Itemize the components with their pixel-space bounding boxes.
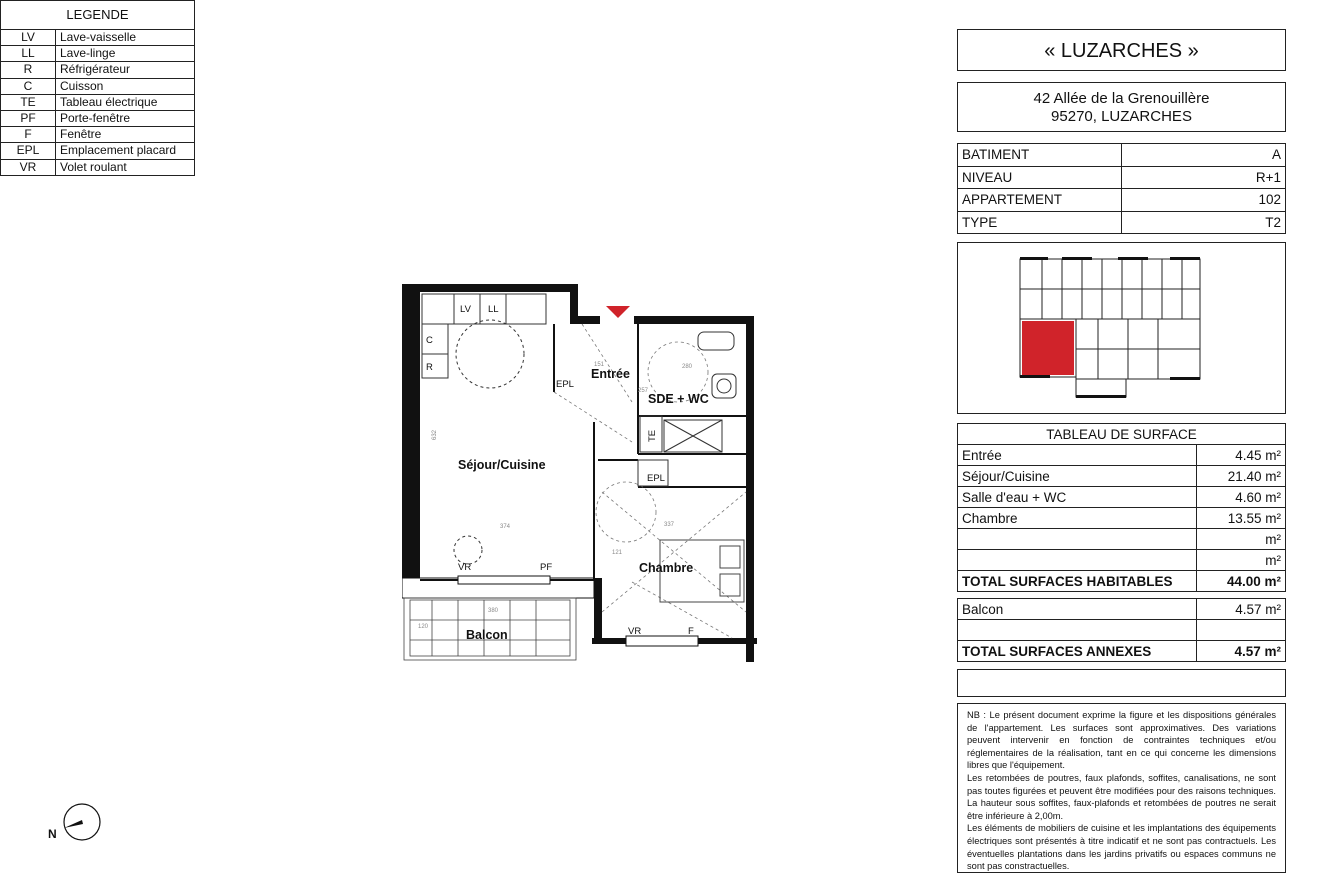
code-te: TE xyxy=(647,429,658,442)
legend-title: LEGENDE xyxy=(1,1,194,30)
code-r: R xyxy=(426,362,433,373)
legend-row xyxy=(1,62,194,78)
legend-row xyxy=(1,46,194,62)
surface-value: m² xyxy=(1197,529,1286,550)
legend-label: Porte-fenêtre xyxy=(56,110,195,126)
note-paragraph: Les éléments de mobiliers de cuisine et les implantations des équipements électriques sont présentés à titre indicatif et ne sont pas contractuels. Les éventuelles plantations dans les jardins privatifs ou espaces communs ne sont pas constractuelles. xyxy=(967,823,1276,872)
dim-chambre-depth: 121 xyxy=(612,550,623,556)
bathroom-fixtures xyxy=(638,332,736,486)
surface-label xyxy=(958,550,1197,571)
legend-code: LL xyxy=(1,46,56,62)
annex-total-row xyxy=(958,641,1286,662)
total-habitable-label: TOTAL SURFACES HABITABLES xyxy=(958,571,1197,592)
address-line-2: 95270, LUZARCHES xyxy=(1051,108,1192,125)
annex-label: Balcon xyxy=(958,599,1197,620)
surface-row xyxy=(958,550,1286,571)
legend-row xyxy=(1,110,194,126)
room-sejour-label: Séjour/Cuisine xyxy=(458,458,546,472)
disclaimer-note xyxy=(957,703,1286,873)
annex-row xyxy=(958,599,1286,620)
dim-entree-a: 151 xyxy=(594,362,605,368)
legend-label: Fenêtre xyxy=(56,127,195,143)
note-paragraph: Les retombées de poutres, faux plafonds, soffites, canalisations, ne sont pas toutes figurées et peuvent être modifiées pour des raisons techniques. La hauteur sous soffites, faux-plafonds et retombées de poutres ne serait être inférieure à 2,00m. xyxy=(967,772,1276,821)
code-pf: PF xyxy=(540,562,553,573)
surface-label: Salle d'eau + WC xyxy=(958,487,1197,508)
surface-row xyxy=(958,487,1286,508)
legend-row xyxy=(1,30,194,46)
legend-code: LV xyxy=(1,30,56,46)
surface-title: TABLEAU DE SURFACE xyxy=(958,424,1286,445)
dim-balcon-width: 380 xyxy=(488,608,499,614)
legend-row xyxy=(1,78,194,94)
surface-label xyxy=(958,529,1197,550)
legend-code: F xyxy=(1,127,56,143)
dim-balcon-height: 120 xyxy=(418,624,429,630)
legend-code: EPL xyxy=(1,143,56,159)
apartment-highlight xyxy=(1022,321,1074,375)
legend-label: Emplacement placard xyxy=(56,143,195,159)
surface-total-row xyxy=(958,571,1286,592)
info-value: T2 xyxy=(1122,211,1286,234)
surface-header-row xyxy=(958,424,1286,445)
legend-code: R xyxy=(1,62,56,78)
dim-sde-width: 280 xyxy=(682,364,693,370)
code-lv: LV xyxy=(460,304,471,315)
total-annex-label: TOTAL SURFACES ANNEXES xyxy=(958,641,1197,662)
north-arrow-icon xyxy=(64,820,83,828)
info-value: 102 xyxy=(1122,189,1286,212)
info-label: TYPE xyxy=(958,211,1122,234)
surface-row xyxy=(958,445,1286,466)
legend-items xyxy=(1,30,194,175)
key-plan-box xyxy=(957,242,1286,414)
annex-value: 4.57 m² xyxy=(1197,599,1286,620)
surface-value: m² xyxy=(1197,550,1286,571)
surface-row xyxy=(958,529,1286,550)
code-vr-chambre: VR xyxy=(628,626,642,637)
info-label: NIVEAU xyxy=(958,166,1122,189)
surface-value: 4.60 m² xyxy=(1197,487,1286,508)
room-chambre-label: Chambre xyxy=(639,561,694,575)
info-row xyxy=(958,166,1286,189)
surface-label: Chambre xyxy=(958,508,1197,529)
info-value: R+1 xyxy=(1122,166,1286,189)
code-vr-sejour: VR xyxy=(458,562,472,573)
compass-label: N xyxy=(48,827,57,841)
empty-box xyxy=(957,669,1286,697)
surface-label: Entrée xyxy=(958,445,1197,466)
annex-surface-table xyxy=(957,598,1286,662)
room-balcon-label: Balcon xyxy=(466,628,508,642)
note-paragraph: NB : Le présent document exprime la figure et les dispositions générales de l'appartement. Les surfaces sont approximatives. Des variations peuvent intervenir en fonction de contraintes techniques et/ou réglementaires de la réalisation, tant en ce qui concerne les dimensions libres que l'équipement. xyxy=(967,710,1276,771)
annex-row xyxy=(958,620,1286,641)
room-entree-label: Entrée xyxy=(591,367,630,381)
code-ll: LL xyxy=(488,304,499,315)
info-row xyxy=(958,189,1286,212)
code-epl-entree: EPL xyxy=(556,379,574,390)
annex-label xyxy=(958,620,1197,641)
key-plan xyxy=(958,243,1285,413)
total-habitable-value: 44.00 m² xyxy=(1197,571,1286,592)
legend-code: C xyxy=(1,78,56,94)
legend-label: Cuisson xyxy=(56,78,195,94)
surface-label: Séjour/Cuisine xyxy=(958,466,1197,487)
info-value: A xyxy=(1122,144,1286,167)
program-title: « LUZARCHES » xyxy=(957,29,1286,71)
address-line-1: 42 Allée de la Grenouillère xyxy=(1033,90,1210,107)
kitchen-units xyxy=(422,294,546,564)
legend-label: Réfrigérateur xyxy=(56,62,195,78)
plan-walls xyxy=(402,284,757,662)
apartment-info-table xyxy=(957,143,1286,234)
legend-label: Lave-vaisselle xyxy=(56,30,195,46)
room-sde-label: SDE + WC xyxy=(648,392,709,406)
code-epl-chambre: EPL xyxy=(647,473,665,484)
surface-row xyxy=(958,466,1286,487)
code-c: C xyxy=(426,335,433,346)
code-f: F xyxy=(688,626,694,637)
legend-row xyxy=(1,127,194,143)
entry-marker-icon xyxy=(606,306,630,318)
dim-sejour-width: 374 xyxy=(500,524,511,530)
annex-value xyxy=(1197,620,1286,641)
legend-row xyxy=(1,143,194,159)
info-label: BATIMENT xyxy=(958,144,1122,167)
dim-sejour-height: 632 xyxy=(432,429,438,440)
legend-label: Lave-linge xyxy=(56,46,195,62)
compass xyxy=(44,800,106,844)
total-annex-value: 4.57 m² xyxy=(1197,641,1286,662)
legend-table xyxy=(0,0,195,176)
surface-value: 13.55 m² xyxy=(1197,508,1286,529)
legend-label: Tableau électrique xyxy=(56,94,195,110)
surface-value: 21.40 m² xyxy=(1197,466,1286,487)
legend-row xyxy=(1,94,194,110)
dim-chambre-width: 337 xyxy=(664,522,675,528)
legend-label: Volet roulant xyxy=(60,159,127,174)
legend-row xyxy=(1,159,194,175)
surface-row xyxy=(958,508,1286,529)
legend-code: VR xyxy=(1,159,56,175)
legend-code: PF xyxy=(1,110,56,126)
legend-code: TE xyxy=(1,94,56,110)
surface-table xyxy=(957,423,1286,592)
surface-value: 4.45 m² xyxy=(1197,445,1286,466)
dim-entree-b: 257 xyxy=(638,388,649,394)
floor-plan xyxy=(402,282,757,664)
program-address xyxy=(957,82,1286,132)
info-row xyxy=(958,144,1286,167)
info-label: APPARTEMENT xyxy=(958,189,1122,212)
info-row xyxy=(958,211,1286,234)
